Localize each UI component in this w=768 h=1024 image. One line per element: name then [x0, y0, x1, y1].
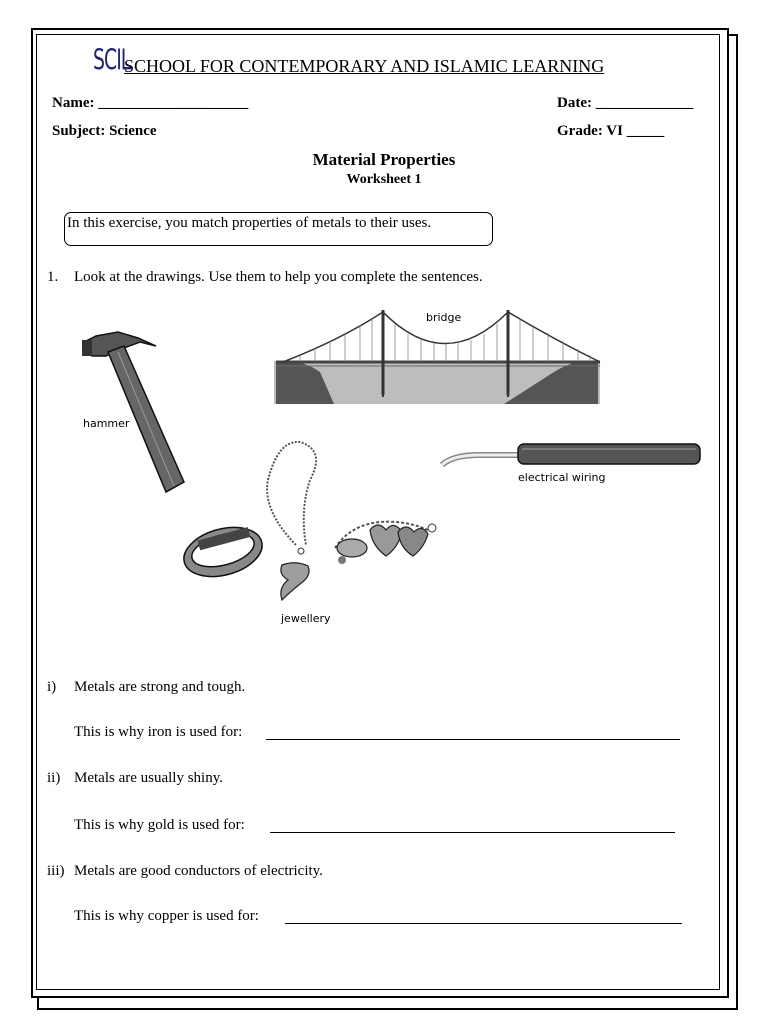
hammer-illustration [82, 332, 184, 492]
bracelet-illustration [335, 522, 436, 564]
worksheet-subtitle: Worksheet 1 [346, 172, 422, 187]
item-prompt: This is why gold is used for: [74, 817, 245, 833]
item-number: i) [47, 679, 57, 695]
subject-label: Subject: Science [52, 123, 157, 139]
label-hammer: hammer [83, 417, 130, 430]
necklace-illustration [267, 442, 316, 600]
item-number: ii) [47, 770, 61, 786]
wiring-illustration [442, 444, 700, 465]
school-logo: SCIL [93, 44, 131, 77]
bridge-illustration [274, 310, 600, 404]
item-prompt: This is why iron is used for: [74, 724, 243, 740]
item-property: Metals are strong and tough. [74, 679, 246, 695]
date-field[interactable]: Date: _____________ [557, 95, 694, 111]
grade-field[interactable]: Grade: VI _____ [557, 123, 665, 139]
question-number: 1. [47, 269, 59, 285]
ring-illustration [178, 519, 267, 584]
worksheet-title: Material Properties [312, 150, 456, 169]
label-wiring: electrical wiring [518, 471, 606, 484]
name-field[interactable]: Name: ____________________ [52, 95, 249, 111]
school-name: SCHOOL FOR CONTEMPORARY AND ISLAMIC LEARNING [124, 56, 605, 76]
label-bridge: bridge [426, 311, 462, 324]
label-jewellery: jewellery [281, 612, 331, 625]
answer-line[interactable] [285, 923, 682, 924]
question-text: Look at the drawings. Use them to help you complete the sentences. [74, 269, 483, 285]
item-property: Metals are good conductors of electricity. [74, 863, 323, 879]
answer-line[interactable] [266, 739, 680, 740]
item-property: Metals are usually shiny. [74, 770, 223, 786]
instruction-text: In this exercise, you match properties of metals to their uses. [67, 215, 432, 231]
item-number: iii) [47, 863, 65, 879]
answer-line[interactable] [270, 832, 675, 833]
item-prompt: This is why copper is used for: [74, 908, 259, 924]
